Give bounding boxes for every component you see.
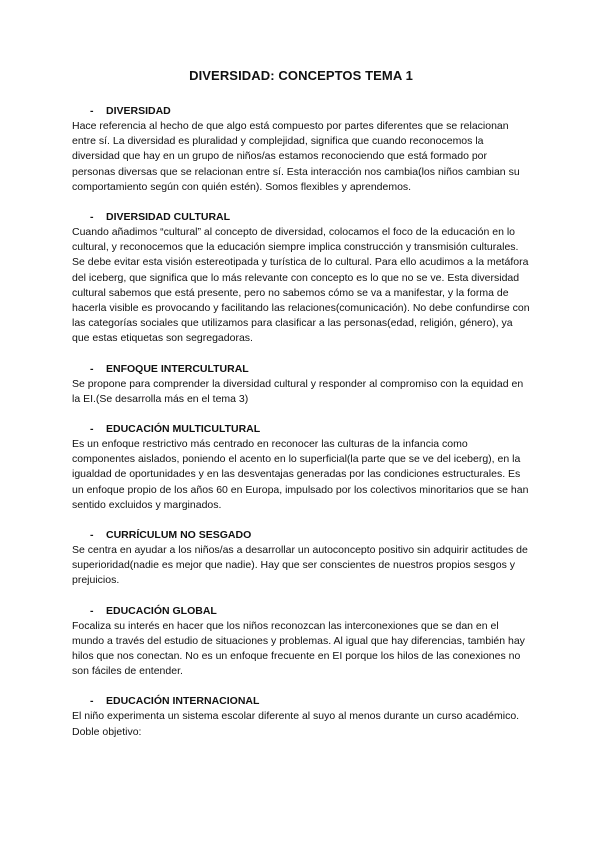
section-heading [72,423,530,435]
section-heading-text: EDUCACIÓN INTERNACIONAL [106,695,260,708]
section-heading [72,211,530,223]
bullet-dash: - [90,695,94,708]
section-paragraph: Se centra en ayudar a los niños/as a desarrollar un autoconcepto positivo sin adquirir actitudes de superioridad(nadie es mejor que nadie). Hay que ser conscientes de nuestros propios sesgos y prejuicios. [72,544,528,587]
section-curriculum-no-sesgado [72,529,530,589]
section-diversidad [72,105,530,195]
section-heading-text: EDUCACIÓN GLOBAL [106,604,217,617]
section-heading [72,529,530,541]
section-educacion-multicultural [72,423,530,513]
section-paragraph: Cuando añadimos “cultural” al concepto de diversidad, colocamos el foco de la educación en lo cultural, y reconocemos que la educación siempre implica construcción y transmisión culturales. [72,226,519,254]
section-heading-text: DIVERSIDAD [106,105,171,117]
section-educacion-global [72,605,530,680]
section-paragraph: Focaliza su interés en hacer que los niños reconozcan las interconexiones que se dan en el mundo a través del estudio de situaciones y problemas. Al igual que hay diferencias, también hay hilos que nos conectan. No es un enfoque frecuente en EI porque los hilos de las conexiones no son fáciles de entender. [72,619,525,678]
section-paragraph: Hace referencia al hecho de que algo está compuesto por partes diferentes que se relacionan entre sí. La diversidad es pluralidad y complejidad, significa que cuando reconocemos la diversidad que hay en un grupo de niños/as estamos reconociendo que está formado por personas diversas que se relacionan entre sí. Esta interacción nos cambia(los niños cambian su comportamiento según con quién estén). Somos flexibles y aprendemos. [72,120,520,193]
section-educacion-internacional [72,695,530,739]
bullet-dash: - [90,604,94,617]
section-paragraph: Se propone para comprender la diversidad cultural y responder al compromiso con la equidad en la EI.(Se desarrolla más en el tema 3) [72,377,524,405]
section-paragraph: Es un enfoque restrictivo más centrado en reconocer las culturas de la infancia como componentes aislados, poniendo el acento en lo superficial(la parte que se ve del iceberg), en la igualdad de oportunidades y en las desventajas generadas por las condiciones estructurales. Es un enfoque propio de los años 60 en Europa, impulsado por los colectivos minoritarios que se han sentido excluidos y marginados. [72,438,529,511]
bullet-dash: - [90,211,94,224]
section-enfoque-intercultural [72,363,530,407]
bullet-dash: - [90,529,94,542]
section-heading-text: CURRÍCULUM NO SESGADO [106,529,252,542]
section-heading-text: EDUCACIÓN MULTICULTURAL [106,423,261,436]
section-heading [72,605,530,617]
section-heading [72,363,530,375]
bullet-dash: - [90,105,94,117]
section-heading-text: DIVERSIDAD CULTURAL [106,211,231,224]
bullet-dash: - [90,423,94,436]
section-heading [72,695,530,707]
section-diversidad-cultural [72,211,530,347]
section-heading-text: ENFOQUE INTERCULTURAL [106,362,249,375]
bullet-dash: - [90,362,94,375]
document-title: DIVERSIDAD: CONCEPTOS TEMA 1 [189,68,413,83]
section-paragraph: Se debe evitar esta visión estereotipada y turística de lo cultural. Para ello acudimos a la metáfora del iceberg, que significa que lo más relevante con concepto es lo que no se ve. Esta diversidad cultural sabemos que está presente, pero no sabemos cómo se va a manifestar, y la forma de hacerla visible es provocando y facilitando las relaciones(comunicación). No debe confundirse con las categorías sociales que utilizamos para clasificar a las personas(edad, religión, género), ya que estas etiquetas son segregadoras. [72,256,530,345]
section-paragraph: El niño experimenta un sistema escolar diferente al suyo al menos durante un curso académico. Doble objetivo: [72,710,520,738]
section-heading [72,105,530,117]
